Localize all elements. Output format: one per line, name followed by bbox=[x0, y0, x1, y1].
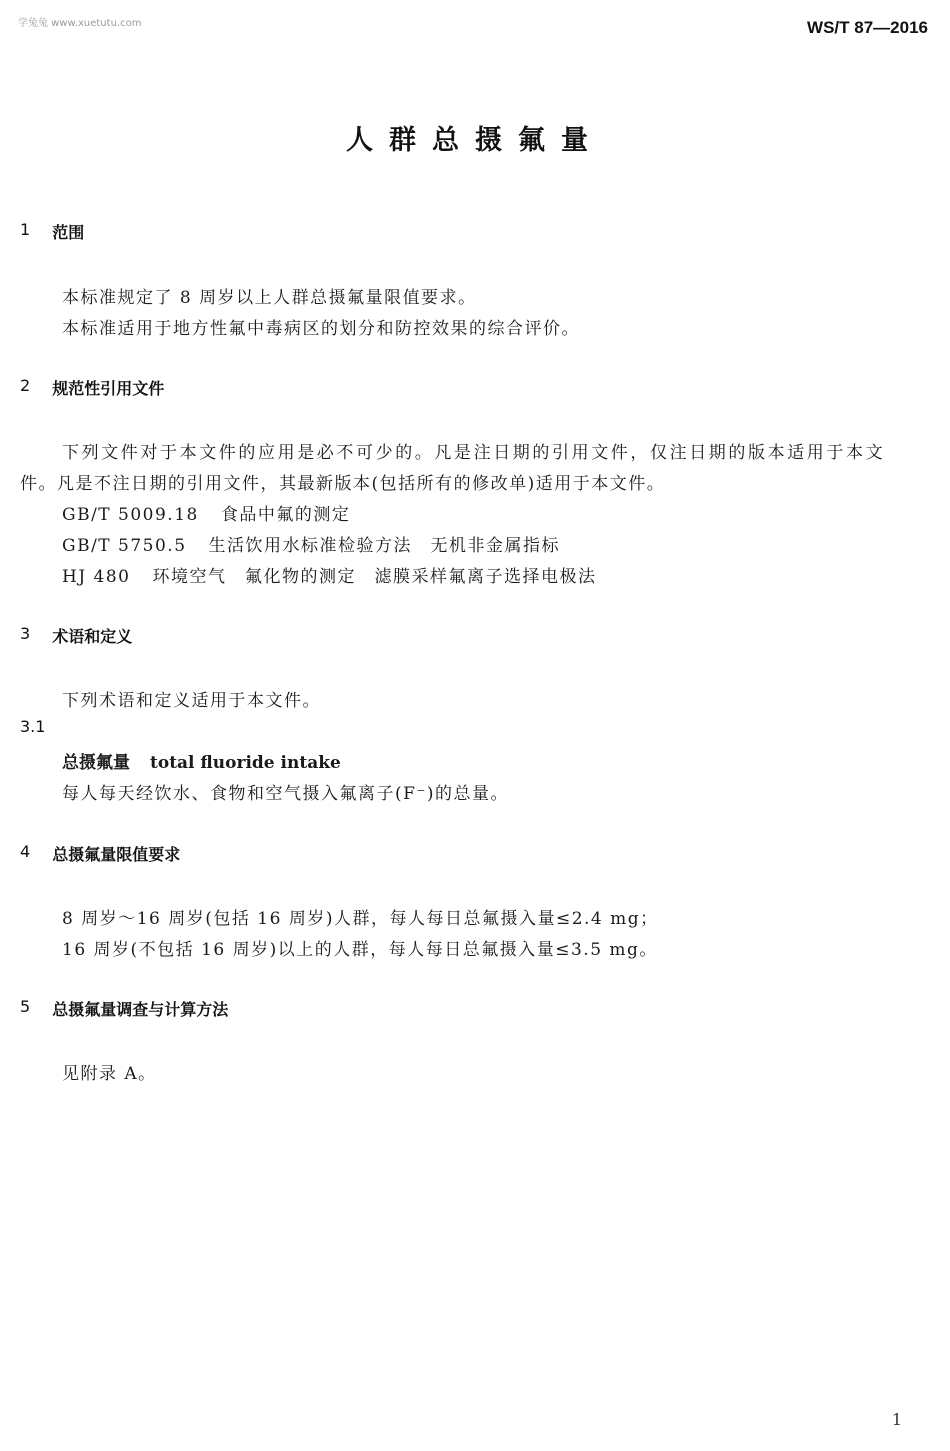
section-number: 5 bbox=[20, 997, 31, 1016]
reference-title: 生活饮用水标准检验方法 无机非金属指标 bbox=[208, 536, 561, 556]
page-number: 1 bbox=[891, 1410, 902, 1429]
paragraph: 本标准规定了 8 周岁以上人群总摄氟量限值要求。 bbox=[62, 288, 477, 308]
section-2-heading bbox=[20, 376, 164, 399]
section-title: 范围 bbox=[52, 223, 85, 242]
standard-code: WS/T 87—2016 bbox=[807, 18, 928, 37]
reference-code: GB/T 5009.18 bbox=[62, 505, 199, 525]
section-title: 规范性引用文件 bbox=[52, 379, 165, 398]
paragraph: 8 周岁～16 周岁(包括 16 周岁)人群，每人每日总氟摄入量≤2.4 mg； bbox=[62, 909, 659, 929]
reference-item bbox=[62, 500, 350, 525]
paragraph: 本标准适用于地方性氟中毒病区的划分和防控效果的综合评价。 bbox=[62, 319, 580, 339]
section-title: 总摄氟量调查与计算方法 bbox=[52, 1000, 229, 1019]
section-number: 1 bbox=[20, 220, 31, 239]
paragraph: 下列术语和定义适用于本文件。 bbox=[62, 691, 321, 711]
paragraph: 16 周岁(不包括 16 周岁)以上的人群，每人每日总氟摄入量≤3.5 mg。 bbox=[62, 940, 658, 960]
section-4-heading bbox=[20, 842, 180, 865]
reference-title: 食品中氟的测定 bbox=[220, 505, 351, 525]
section-1-heading bbox=[20, 220, 84, 243]
reference-item bbox=[62, 562, 597, 587]
reference-code: HJ 480 bbox=[62, 567, 131, 587]
section-number: 2 bbox=[20, 376, 31, 395]
paragraph: 见附录 A。 bbox=[62, 1064, 157, 1084]
watermark-text: 学兔兔 www.xuetutu.com bbox=[18, 18, 142, 29]
term-english: total fluoride intake bbox=[150, 753, 341, 773]
paragraph: 下列文件对于本文件的应用是必不可少的。凡是注日期的引用文件，仅注日期的版本适用于本文 bbox=[62, 443, 886, 463]
section-number: 3 bbox=[20, 624, 31, 643]
reference-title: 环境空气 氟化物的测定 滤膜采样氟离子选择电极法 bbox=[152, 567, 597, 587]
reference-code: GB/T 5750.5 bbox=[62, 536, 187, 556]
document-title: 人群总摄氟量 bbox=[346, 125, 604, 156]
section-number: 4 bbox=[20, 842, 31, 861]
subsection-number: 3.1 bbox=[20, 717, 46, 736]
section-3-heading bbox=[20, 624, 132, 647]
term-definition: 每人每天经饮水、食物和空气摄入氟离子(F⁻)的总量。 bbox=[62, 784, 510, 804]
section-title: 术语和定义 bbox=[52, 627, 133, 646]
reference-item bbox=[62, 531, 560, 556]
section-5-heading bbox=[20, 997, 228, 1020]
section-title: 总摄氟量限值要求 bbox=[52, 845, 181, 864]
paragraph: 件。凡是不注日期的引用文件，其最新版本(包括所有的修改单)适用于本文件。 bbox=[20, 474, 666, 494]
term-chinese: 总摄氟量 bbox=[62, 753, 130, 773]
term-entry bbox=[62, 748, 341, 773]
